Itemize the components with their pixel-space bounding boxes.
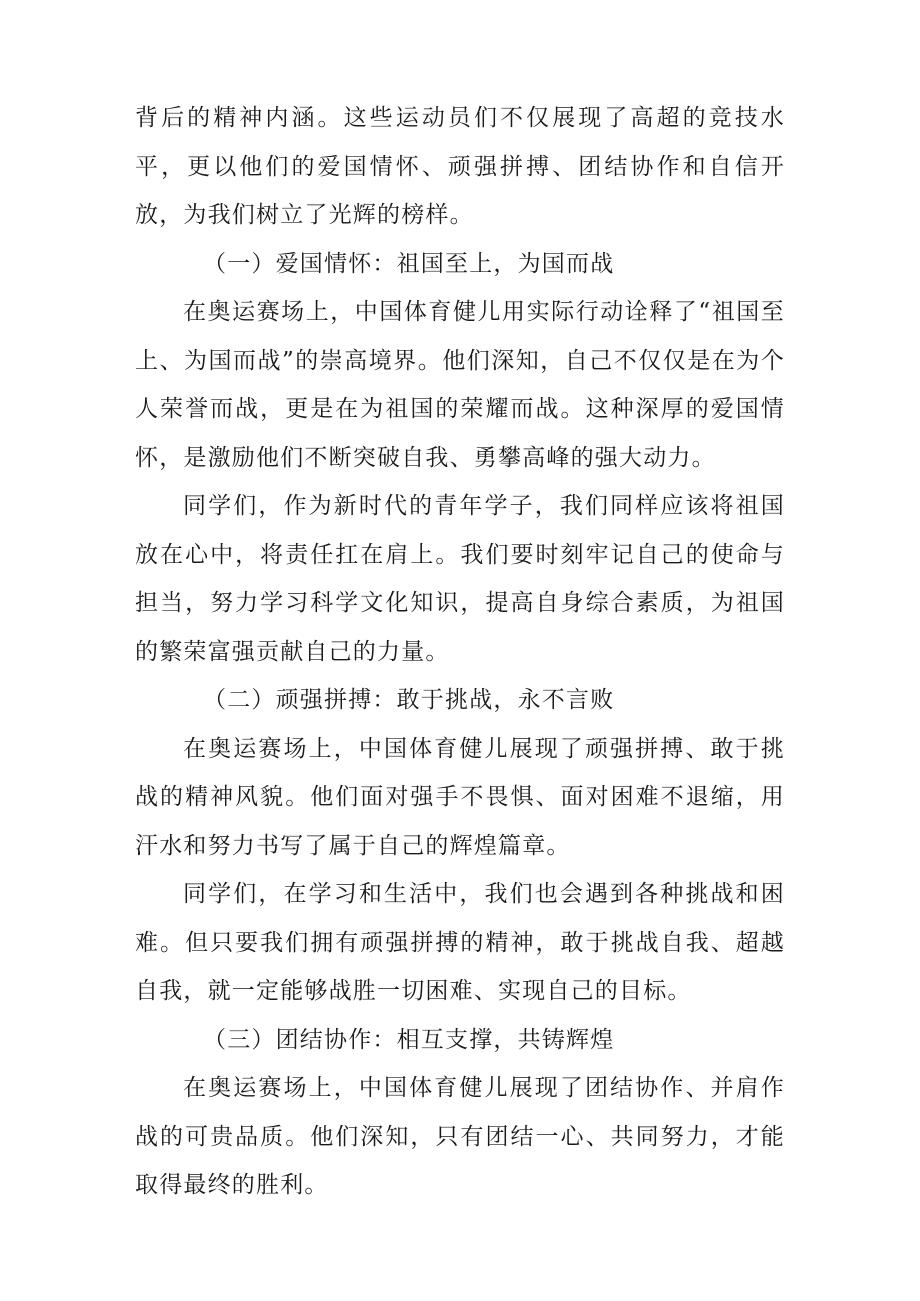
document-body	[135, 94, 785, 1210]
paragraph-teamwork-athletes: 在奥运赛场上，中国体育健儿展现了团结协作、并肩作战的可贵品质。他们深知，只有团结一心、共同努力，才能取得最终的胜利。	[135, 1075, 785, 1198]
paragraph-patriotism-athletes: 在奥运赛场上，中国体育健儿用实际行动诠释了“祖国至上、为国而战”的崇高境界。他们深知，自己不仅仅是在为个人荣誉而战，更是在为祖国的荣耀而战。这种深厚的爱国情怀，是激励他们不断突破自我、勇攀高峰的强大动力。	[135, 299, 785, 471]
paragraph-perseverance-students: 同学们，在学习和生活中，我们也会遇到各种挑战和困难。但只要我们拥有顽强拼搏的精神，敢于挑战自我、超越自我，就一定能够战胜一切困难、实现自己的目标。	[135, 881, 785, 1004]
section-heading-perseverance: （二）顽强拼搏：敢于挑战，永不言败	[203, 687, 615, 713]
section-heading-teamwork: （三）团结协作：相互支撑，共铸辉煌	[203, 1026, 615, 1053]
section-heading-patriotism: （一）爱国情怀：祖国至上，为国而战	[203, 250, 615, 277]
paragraph-intro-continuation: 背后的精神内涵。这些运动员们不仅展现了高超的竞技水平，更以他们的爱国情怀、顽强拼搏、团结协作和自信开放，为我们树立了光辉的榜样。	[135, 105, 785, 228]
paragraph-patriotism-students: 同学们，作为新时代的青年学子，我们同样应该将祖国放在心中，将责任扛在肩上。我们要时刻牢记自己的使命与担当，努力学习科学文化知识，提高自身综合素质，为祖国的繁荣富强贡献自己的力量。	[135, 493, 785, 665]
paragraph-perseverance-athletes: 在奥运赛场上，中国体育健儿展现了顽强拼搏、敢于挑战的精神风貌。他们面对强手不畏惧、面对困难不退缩，用汗水和努力书写了属于自己的辉煌篇章。	[135, 735, 785, 859]
